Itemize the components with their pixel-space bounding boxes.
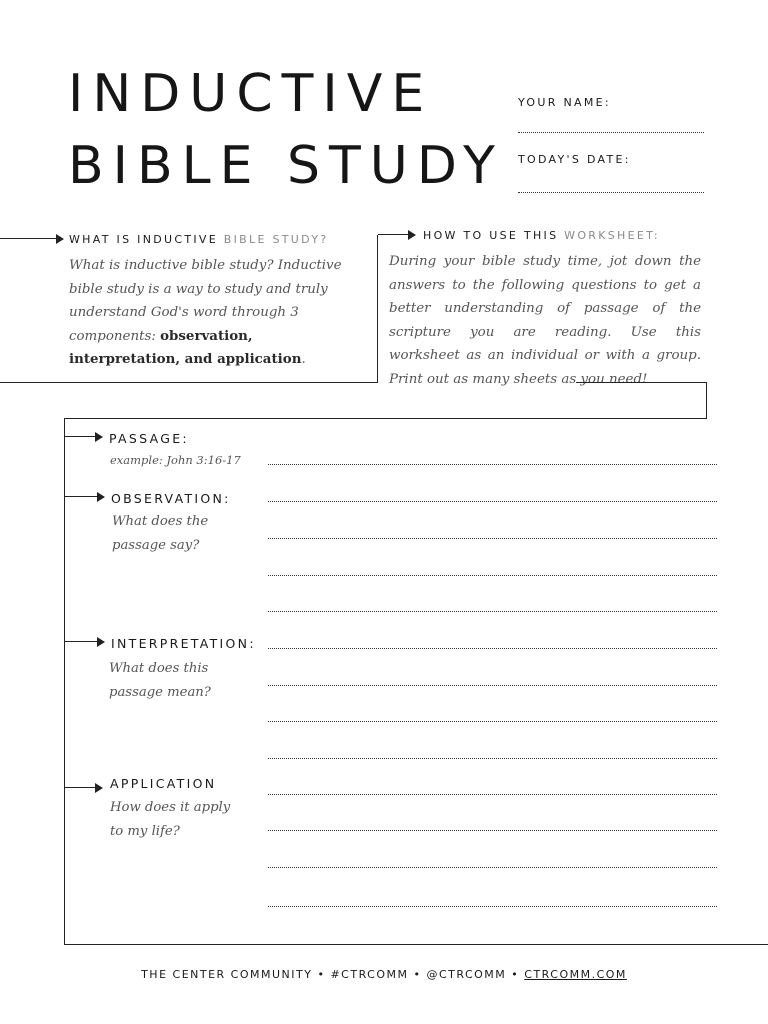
passage-arrow-icon	[65, 431, 103, 443]
how-to-arrow-icon	[378, 229, 416, 241]
observation-line-3[interactable]	[268, 575, 717, 576]
your-name-field[interactable]	[518, 132, 704, 133]
what-is-underline	[0, 382, 378, 383]
how-to-right-edge	[706, 382, 707, 419]
how-to-description: During your bible study time, jot down the answers to the following questions to get a better understanding of passage of the scripture you are reading. Use this worksheet as an individual or with a group. Print out as many sheets as you need!	[389, 254, 701, 387]
footer-website-link[interactable]: CTRCOMM.COM	[524, 968, 627, 981]
application-label: APPLICATION	[110, 776, 217, 791]
what-is-heading-main: WHAT IS INDUCTIVE	[69, 233, 224, 246]
what-is-text: What is inductive bible study? Inductive bible study is a way to study and truly understand God's word through 3 components:	[69, 258, 342, 344]
what-is-components: observation, interpretation, and application	[69, 327, 302, 367]
what-is-description	[69, 254, 351, 372]
observation-line-1[interactable]	[268, 501, 717, 502]
observation-label: OBSERVATION:	[111, 491, 231, 506]
interpretation-line-4[interactable]	[268, 758, 717, 759]
worksheet-top-border	[64, 418, 707, 419]
interpretation-line-2[interactable]	[268, 685, 717, 686]
what-is-text-end: .	[301, 352, 306, 367]
your-name-label: YOUR NAME:	[518, 96, 611, 109]
worksheet-bottom-border	[64, 944, 768, 945]
what-is-heading	[69, 233, 328, 246]
passage-answer-line[interactable]	[268, 464, 717, 465]
todays-date-field[interactable]	[518, 192, 704, 193]
interpretation-question: What does this passage mean?	[109, 661, 211, 700]
application-line-2[interactable]	[268, 830, 717, 831]
connector-vertical	[377, 235, 378, 383]
observation-arrow-icon	[65, 491, 105, 503]
interpretation-line-1[interactable]	[268, 648, 717, 649]
how-to-tail-line	[576, 382, 707, 383]
observation-line-4[interactable]	[268, 611, 717, 612]
how-to-heading-accent: WORKSHEET:	[564, 229, 660, 242]
footer	[0, 968, 768, 981]
application-question: How does it apply to my life?	[110, 800, 231, 839]
passage-label: PASSAGE:	[109, 431, 189, 446]
page-title-line-1: INDUCTIVE	[68, 64, 434, 124]
observation-question: What does the passage say?	[112, 514, 209, 553]
interpretation-line-3[interactable]	[268, 721, 717, 722]
application-line-1[interactable]	[268, 794, 717, 795]
page-title-line-2: BIBLE STUDY	[68, 136, 504, 196]
passage-hint: example: John 3:16-17	[110, 453, 241, 467]
application-line-3[interactable]	[268, 867, 717, 868]
how-to-heading	[423, 229, 660, 242]
footer-text: THE CENTER COMMUNITY • #CTRCOMM • @CTRCOMM •	[141, 968, 525, 981]
what-is-heading-accent: BIBLE STUDY?	[223, 233, 329, 246]
interpretation-label: INTERPRETATION:	[111, 636, 256, 651]
application-line-4[interactable]	[268, 906, 717, 907]
todays-date-label: TODAY'S DATE:	[518, 153, 631, 166]
interpretation-arrow-icon	[65, 636, 105, 648]
application-arrow-icon	[65, 782, 103, 794]
how-to-heading-main: HOW TO USE THIS	[423, 229, 565, 242]
what-is-arrow-icon	[0, 233, 64, 245]
observation-line-2[interactable]	[268, 538, 717, 539]
